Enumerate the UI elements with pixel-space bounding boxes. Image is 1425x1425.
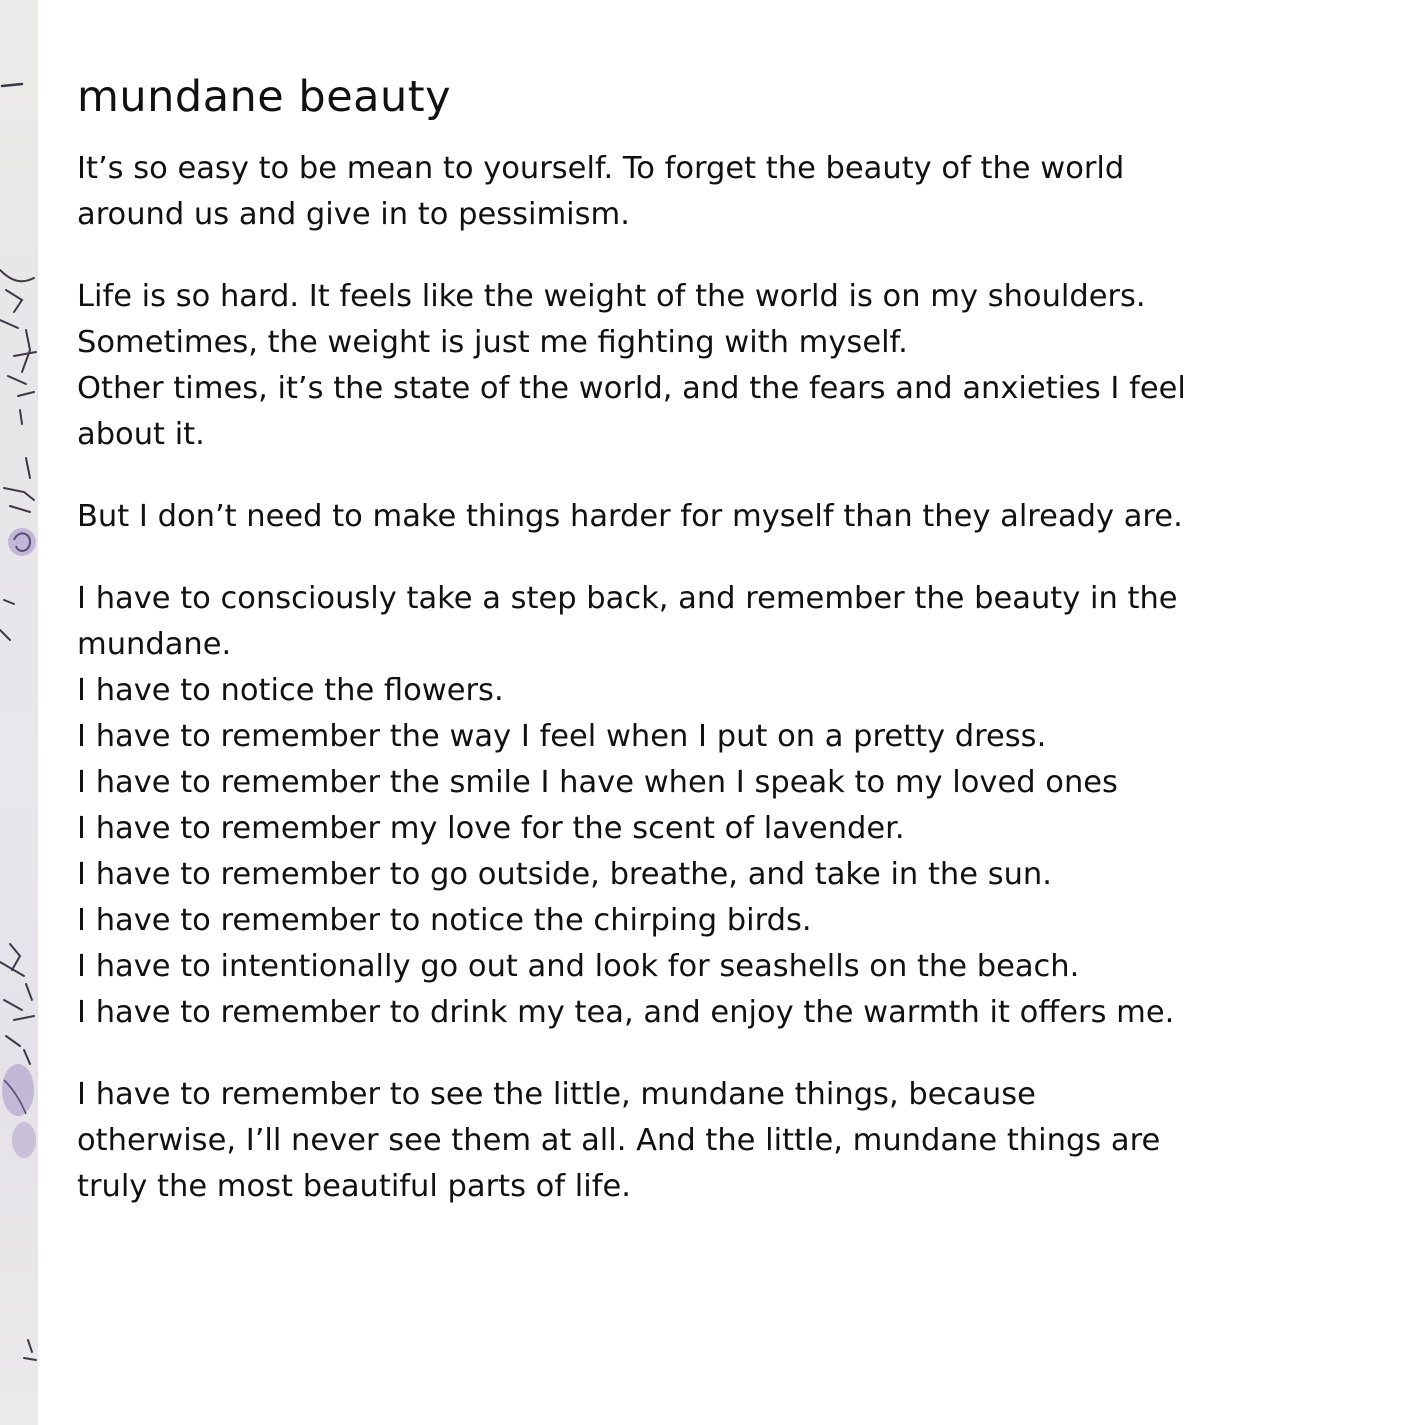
poem-line: around us and give in to pessimism. <box>77 197 630 232</box>
poem-line: I have to remember to go outside, breathe, and take in the sun. <box>77 857 1052 892</box>
poem-line: otherwise, I’ll never see them at all. And the little, mundane things are <box>77 1123 1161 1158</box>
poem-line: Sometimes, the weight is just me fighting with myself. <box>77 325 908 360</box>
poem-body <box>77 146 1377 1210</box>
paragraph-4 <box>77 576 1377 1036</box>
poem-page <box>77 68 1377 1246</box>
poem-line: Other times, it’s the state of the world, and the fears and anxieties I feel <box>77 371 1186 406</box>
poem-line: truly the most beautiful parts of life. <box>77 1169 631 1204</box>
poem-line: I have to remember to drink my tea, and enjoy the warmth it offers me. <box>77 995 1175 1030</box>
poem-line: I have to remember to see the little, mundane things, because <box>77 1077 1036 1112</box>
poem-line: I have to notice the flowers. <box>77 673 504 708</box>
poem-line: I have to remember my love for the scent of lavender. <box>77 811 905 846</box>
poem-line: I have to consciously take a step back, and remember the beauty in the <box>77 581 1178 616</box>
poem-line: mundane. <box>77 627 232 662</box>
poem-line: I have to remember to notice the chirping birds. <box>77 903 812 938</box>
poem-line: I have to intentionally go out and look for seashells on the beach. <box>77 949 1080 984</box>
paragraph-3 <box>77 494 1377 540</box>
poem-title: mundane beauty <box>77 72 452 122</box>
poem-line: I have to remember the way I feel when I put on a pretty dress. <box>77 719 1047 754</box>
paragraph-5 <box>77 1072 1377 1210</box>
floral-border-strip <box>0 0 38 1425</box>
paragraph-1 <box>77 146 1377 238</box>
poem-line: Life is so hard. It feels like the weight of the world is on my shoulders. <box>77 279 1146 314</box>
poem-line: But I don’t need to make things harder for myself than they already are. <box>77 499 1183 534</box>
floral-pattern <box>0 0 38 1425</box>
paragraph-2 <box>77 274 1377 458</box>
poem-line: It’s so easy to be mean to yourself. To forget the beauty of the world <box>77 151 1125 186</box>
poem-line: about it. <box>77 417 205 452</box>
poem-line: I have to remember the smile I have when I speak to my loved ones <box>77 765 1118 800</box>
